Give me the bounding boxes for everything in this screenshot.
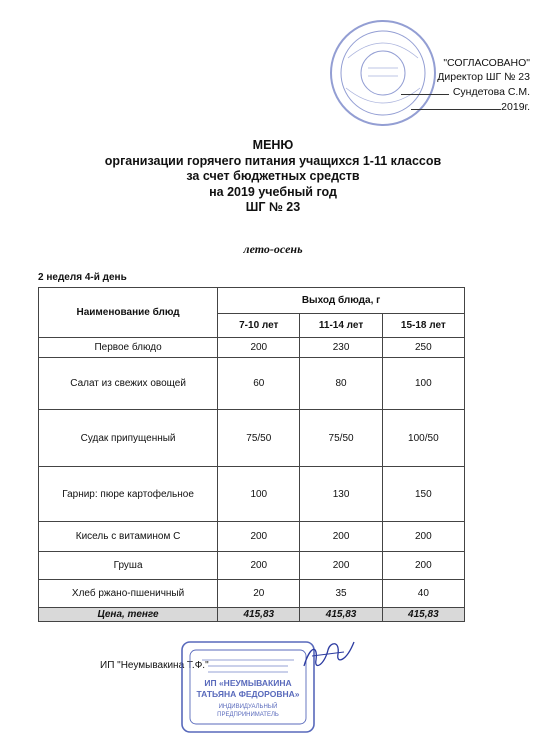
- vendor-stamp-icon: [178, 638, 318, 736]
- dish-value: 150: [382, 467, 464, 522]
- title-line-5: ШГ № 23: [245, 200, 301, 214]
- title-line-2: организации горячего питания учащихся 1-11 классов: [104, 153, 442, 168]
- header-age-3: 15-18 лет: [382, 314, 464, 338]
- stamp-line-1: ИП «НЕУМЫВАКИНА: [204, 678, 292, 688]
- dish-name: Судак припущенный: [39, 410, 218, 467]
- dish-name: Хлеб ржано-пшеничный: [39, 580, 218, 608]
- dish-value: 80: [300, 358, 382, 410]
- dish-value: 200: [382, 522, 464, 552]
- approval-label: "СОГЛАСОВАНО": [443, 57, 530, 69]
- price-value: 415,83: [218, 608, 300, 622]
- header-age-2: 11-14 лет: [300, 314, 382, 338]
- title-line-3: за счет бюджетных средств: [186, 169, 360, 183]
- signature-icon: [300, 636, 358, 676]
- signature-line: [401, 84, 449, 95]
- header-output: Выход блюда, г: [218, 288, 465, 314]
- dish-value: 200: [218, 552, 300, 580]
- table-row: [39, 410, 465, 467]
- dish-name: Салат из свежих овощей: [39, 358, 218, 410]
- week-day-label: 2 неделя 4-й день: [38, 272, 127, 283]
- price-value: 415,83: [300, 608, 382, 622]
- price-label: Цена, тенге: [39, 608, 218, 622]
- dish-value: 40: [382, 580, 464, 608]
- dish-value: 35: [300, 580, 382, 608]
- menu-table: [38, 287, 465, 622]
- dish-name: Первое блюдо: [39, 338, 218, 358]
- header-age-1: 7-10 лет: [218, 314, 300, 338]
- dish-value: 100: [218, 467, 300, 522]
- dish-value: 100/50: [382, 410, 464, 467]
- price-value: 415,83: [382, 608, 464, 622]
- title-line-1: МЕНЮ: [252, 138, 294, 152]
- price-row: [39, 608, 465, 622]
- dish-name: Гарнир: пюре картофельное: [39, 467, 218, 522]
- approval-name: Сундетова С.М.: [452, 86, 530, 98]
- header-dish: Наименование блюд: [39, 288, 218, 338]
- dish-value: 130: [300, 467, 382, 522]
- approval-position: Директор ШГ № 23: [437, 71, 530, 83]
- dish-value: 200: [300, 522, 382, 552]
- dish-name: Груша: [39, 552, 218, 580]
- table-row: [39, 580, 465, 608]
- document-title: [0, 138, 546, 216]
- stamp-line-4: ПРЕДПРИНИМАТЕЛЬ: [217, 712, 279, 718]
- season-label: лето-осень: [243, 242, 303, 256]
- dish-value: 200: [218, 338, 300, 358]
- dish-value: 200: [218, 522, 300, 552]
- stamp-line-2: ТАТЬЯНА ФЕДОРОВНА»: [196, 689, 300, 699]
- table-row: [39, 338, 465, 358]
- dish-value: 200: [382, 552, 464, 580]
- table-row: [39, 522, 465, 552]
- dish-value: 75/50: [218, 410, 300, 467]
- vendor-name: ИП "Неумывакина Т.Ф.": [100, 660, 209, 671]
- dish-value: 75/50: [300, 410, 382, 467]
- stamp-line-3: ИНДИВИДУАЛЬНЫЙ: [218, 704, 278, 710]
- dish-value: 250: [382, 338, 464, 358]
- table-header-row: [39, 288, 465, 314]
- dish-value: 230: [300, 338, 382, 358]
- dish-value: 100: [382, 358, 464, 410]
- table-row: [39, 552, 465, 580]
- dish-value: 60: [218, 358, 300, 410]
- table-row: [39, 467, 465, 522]
- title-line-4: на 2019 учебный год: [209, 184, 337, 199]
- approval-year: 2019г.: [501, 101, 530, 113]
- dish-name: Кисель с витамином С: [39, 522, 218, 552]
- date-line: [411, 99, 501, 110]
- approval-block: [340, 56, 530, 114]
- dish-value: 200: [300, 552, 382, 580]
- dish-value: 20: [218, 580, 300, 608]
- table-row: [39, 358, 465, 410]
